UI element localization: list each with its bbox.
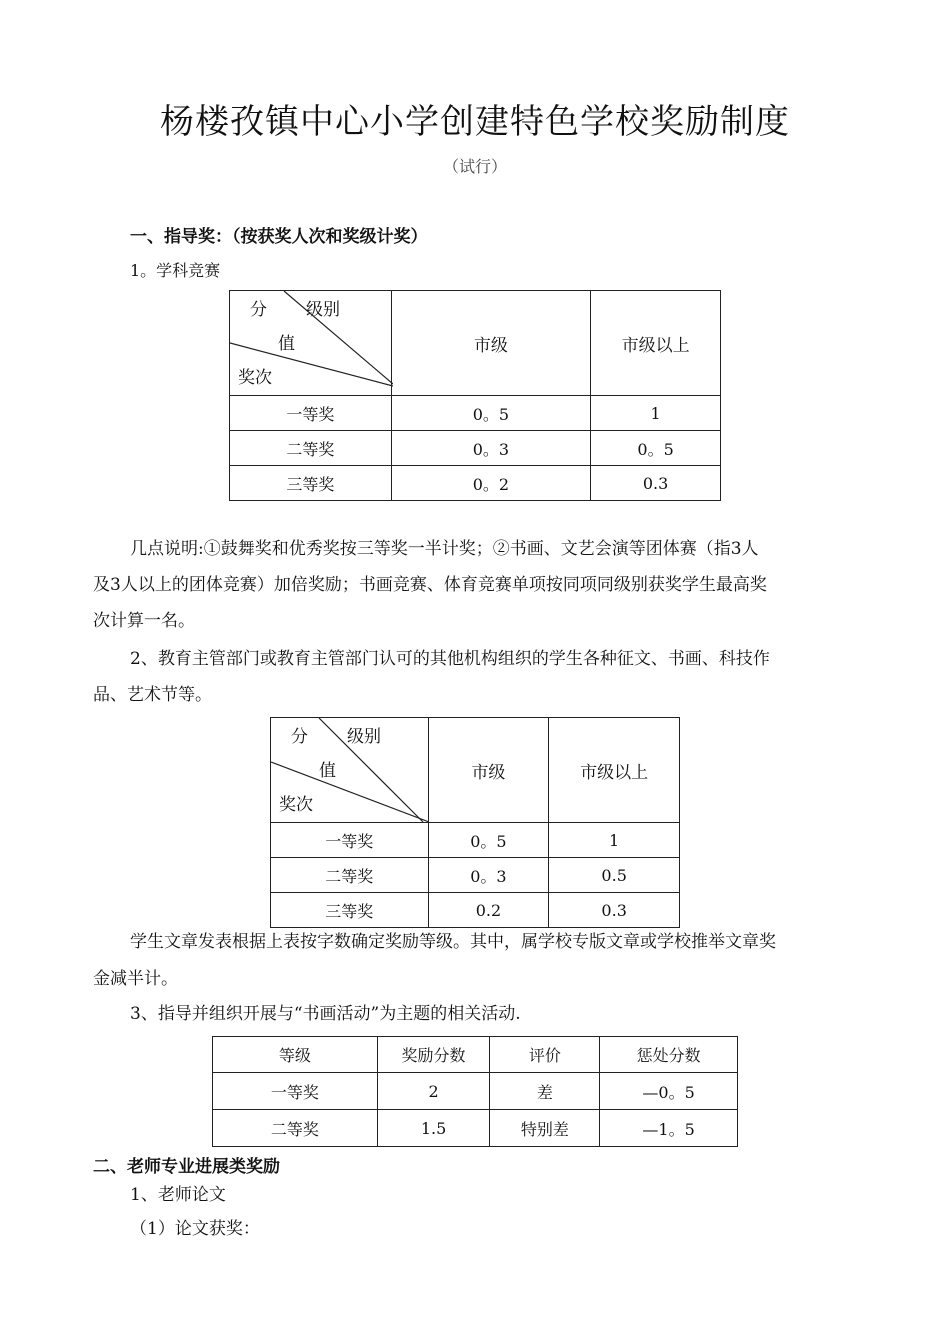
notes-line-1: 几点说明:①鼓舞奖和优秀奖按三等奖一半计奖；②书画、文艺会演等团体赛（指3人 bbox=[130, 539, 759, 559]
diag-label-fen: 分 bbox=[291, 727, 308, 747]
item1-label: 1。学科竞赛 bbox=[130, 261, 221, 280]
diag-label-award: 奖次 bbox=[279, 795, 313, 815]
article-line-2: 金减半计。 bbox=[93, 969, 178, 989]
city-value-cell: 0。5 bbox=[428, 823, 549, 858]
diag-label-level: 级别 bbox=[347, 727, 381, 747]
document-title: 杨楼孜镇中心小学创建特色学校奖励制度 bbox=[160, 102, 790, 142]
level-cell: 一等奖 bbox=[213, 1073, 378, 1110]
city-value-cell: 0。5 bbox=[391, 396, 591, 431]
item3-line: 3、指导并组织开展与“书画活动”为主题的相关活动. bbox=[130, 1004, 521, 1024]
header-level: 等级 bbox=[213, 1037, 378, 1073]
award-cell: 一等奖 bbox=[230, 396, 392, 431]
penalty-cell: —0。5 bbox=[600, 1073, 738, 1110]
city-value-cell: 0。3 bbox=[391, 431, 591, 466]
notes-line-3: 次计算一名。 bbox=[93, 611, 195, 631]
col-header-city: 市级 bbox=[428, 718, 549, 823]
section2-item1-sub: （1）论文获奖： bbox=[130, 1219, 260, 1239]
award-cell: 三等奖 bbox=[230, 466, 392, 501]
city-value-cell: 0.2 bbox=[428, 893, 549, 928]
table-row bbox=[271, 823, 680, 858]
penalty-cell: —1。5 bbox=[600, 1110, 738, 1147]
reward-cell: 2 bbox=[377, 1073, 490, 1110]
header-reward-score: 奖励分数 bbox=[377, 1037, 490, 1073]
table-row bbox=[271, 893, 680, 928]
table-row bbox=[230, 396, 721, 431]
award-cell: 二等奖 bbox=[271, 858, 429, 893]
table-subject-competition bbox=[229, 290, 721, 501]
notes-line-2: 及3人以上的团体竞赛）加倍奖励；书画竞赛、体育竞赛单项按同项同级别获奖学生最高奖 bbox=[93, 575, 767, 595]
diag-label-value: 值 bbox=[278, 334, 295, 354]
city-value-cell: 0。2 bbox=[391, 466, 591, 501]
table-row bbox=[213, 1073, 738, 1110]
evaluation-cell: 差 bbox=[490, 1073, 600, 1110]
evaluation-cell: 特别差 bbox=[490, 1110, 600, 1147]
city-value-cell: 0。3 bbox=[428, 858, 549, 893]
table-row bbox=[230, 431, 721, 466]
table-row bbox=[230, 466, 721, 501]
table-essay-art bbox=[270, 717, 680, 928]
item2-line-2: 品、艺术节等。 bbox=[93, 685, 212, 705]
section1-heading: 一、指导奖：（按获奖人次和奖级计奖） bbox=[130, 227, 428, 247]
above-value-cell: 0.3 bbox=[549, 893, 680, 928]
above-value-cell: 0.3 bbox=[591, 466, 721, 501]
header-penalty-score: 惩处分数 bbox=[600, 1037, 738, 1073]
diagonal-header-cell bbox=[271, 718, 429, 823]
header-evaluation: 评价 bbox=[490, 1037, 600, 1073]
section2-item1: 1、老师论文 bbox=[130, 1185, 226, 1205]
award-cell: 一等奖 bbox=[271, 823, 429, 858]
col-header-city: 市级 bbox=[391, 291, 591, 396]
table-row bbox=[213, 1110, 738, 1147]
col-header-above-city: 市级以上 bbox=[549, 718, 680, 823]
document-subtitle: （试行） bbox=[442, 157, 507, 176]
above-value-cell: 1 bbox=[591, 396, 721, 431]
section2-heading: 二、老师专业进展类奖励 bbox=[93, 1157, 280, 1177]
diagonal-header-cell bbox=[230, 291, 392, 396]
table-row bbox=[271, 858, 680, 893]
above-value-cell: 0。5 bbox=[591, 431, 721, 466]
diag-label-fen: 分 bbox=[250, 300, 267, 320]
col-header-above-city: 市级以上 bbox=[591, 291, 721, 396]
above-value-cell: 1 bbox=[549, 823, 680, 858]
award-cell: 三等奖 bbox=[271, 893, 429, 928]
level-cell: 二等奖 bbox=[213, 1110, 378, 1147]
diag-label-award: 奖次 bbox=[238, 368, 272, 388]
diag-label-level: 级别 bbox=[306, 300, 340, 320]
reward-cell: 1.5 bbox=[377, 1110, 490, 1147]
article-line-1: 学生文章发表根据上表按字数确定奖励等级。其中，属学校专版文章或学校推举文章奖 bbox=[130, 932, 776, 952]
award-cell: 二等奖 bbox=[230, 431, 392, 466]
table-calligraphy-activity bbox=[212, 1036, 738, 1147]
table-header-row bbox=[213, 1037, 738, 1073]
item2-line-1: 2、教育主管部门或教育主管部门认可的其他机构组织的学生各种征文、书画、科技作 bbox=[130, 649, 770, 669]
diag-label-value: 值 bbox=[319, 761, 336, 781]
above-value-cell: 0.5 bbox=[549, 858, 680, 893]
